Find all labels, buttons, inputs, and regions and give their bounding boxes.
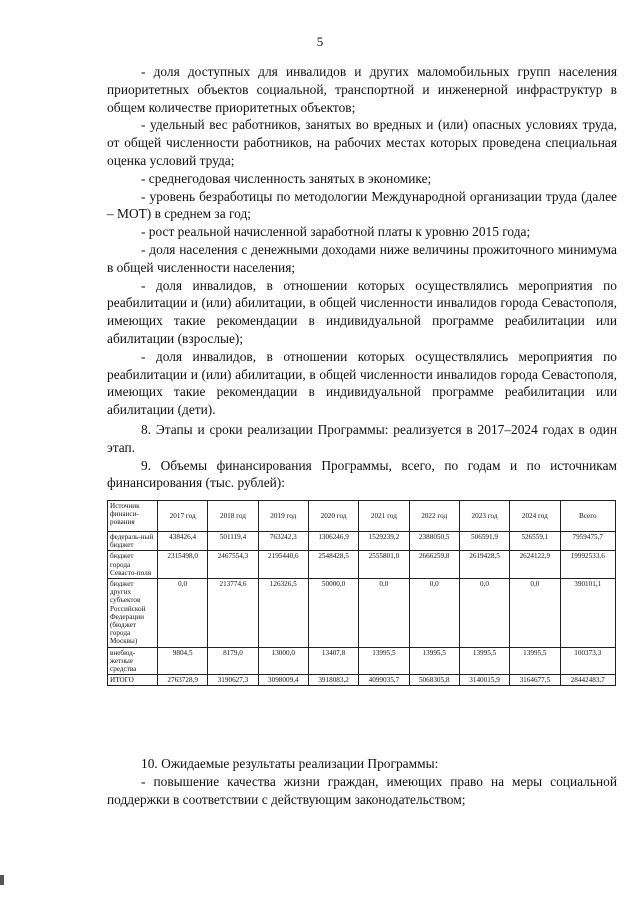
value-cell: 2619428,5 — [459, 551, 509, 579]
value-cell: 3918083,2 — [308, 675, 358, 686]
value-cell: 2195440,6 — [258, 551, 308, 579]
value-cell: 506591,9 — [459, 532, 509, 551]
value-cell: 3098009,4 — [258, 675, 308, 686]
table-row — [108, 579, 616, 648]
header-cell: 2022 год — [409, 501, 459, 532]
value-cell: 2388050,5 — [409, 532, 459, 551]
value-cell: 2315498,0 — [158, 551, 208, 579]
source-cell: федераль-ный бюджет — [108, 532, 158, 551]
value-cell: 0,0 — [158, 579, 208, 648]
value-cell: 2763728,9 — [158, 675, 208, 686]
value-cell: 1529239,2 — [359, 532, 409, 551]
table-header-row — [108, 501, 616, 532]
header-cell: 2017 год — [158, 501, 208, 532]
value-cell: 13995,5 — [409, 647, 459, 675]
table-row — [108, 551, 616, 579]
source-cell: бюджет города Севасто-поля — [108, 551, 158, 579]
value-cell: 13995,5 — [459, 647, 509, 675]
paragraph: - рост реальной начисленной заработной платы к уровню 2015 года; — [141, 224, 531, 240]
paragraph: - повышение качества жизни граждан, имеющих право на меры социальной поддержки в соответствии с действующим законодательством; — [107, 773, 617, 807]
value-cell: 126326,5 — [258, 579, 308, 648]
source-cell: внебюд-жетные средства — [108, 647, 158, 675]
total-cell: 19992533,6 — [560, 551, 616, 579]
value-cell: 438426,4 — [158, 532, 208, 551]
paragraph: - доля инвалидов, в отношении которых осуществлялись мероприятия по реабилитации и (или) абилитации, в общей численности инвалидов города Севастополя, имеющих такие рекомендации в индивидуальной программе реабилитации или абилитации (взрослые); — [107, 277, 617, 346]
value-cell: 13995,5 — [359, 647, 409, 675]
value-cell: 13000,0 — [258, 647, 308, 675]
value-cell: 2666259,8 — [409, 551, 459, 579]
value-cell: 2467554,3 — [208, 551, 258, 579]
value-cell: 501119,4 — [208, 532, 258, 551]
paragraph: - доля населения с денежными доходами ниже величины прожиточного минимума в общей численности населения; — [107, 241, 617, 275]
value-cell: 0,0 — [510, 579, 560, 648]
header-cell: 2018 год — [208, 501, 258, 532]
paragraph: - уровень безработицы по методологии Международной организации труда (далее – МОТ) в среднем за год; — [107, 188, 617, 222]
section-10-heading: 10. Ожидаемые результаты реализации Программы: — [141, 756, 439, 771]
document-body — [107, 63, 617, 492]
table-row — [108, 647, 616, 675]
expected-results — [107, 755, 617, 808]
value-cell: 2555801,0 — [359, 551, 409, 579]
financing-table — [107, 500, 616, 686]
paragraph: - среднегодовая численность занятых в экономике; — [141, 170, 432, 186]
paragraph: - удельный вес работников, занятых во вредных и (или) опасных условиях труда, от общей численности работников, на рабочих местах которых проведена специальная оценка условий труда; — [107, 117, 617, 168]
value-cell: 2548428,5 — [308, 551, 358, 579]
header-cell: Источник финанси-рования — [108, 501, 158, 532]
value-cell: 526559,1 — [510, 532, 560, 551]
value-cell: 3140015,9 — [459, 675, 509, 686]
value-cell: 4099035,7 — [359, 675, 409, 686]
value-cell: 2624122,9 — [510, 551, 560, 579]
page-number: 5 — [316, 34, 324, 49]
value-cell: 0,0 — [359, 579, 409, 648]
section-9-financing: 9. Объемы финансирования Программы, всего, по годам и по источникам финансирования (тыс. рублей): — [107, 457, 617, 491]
header-cell: Всего — [560, 501, 616, 532]
table-total-row — [108, 675, 616, 686]
value-cell: 213774,6 — [208, 579, 258, 648]
value-cell: 1306246,9 — [308, 532, 358, 551]
value-cell: 9804,5 — [158, 647, 208, 675]
value-cell: 3164677,5 — [510, 675, 560, 686]
value-cell: 0,0 — [409, 579, 459, 648]
header-cell: 2021 год — [359, 501, 409, 532]
scan-margin-mark — [0, 875, 4, 885]
paragraph: - доля доступных для инвалидов и других маломобильных групп населения приоритетных объектов социальной, транспортной и инженерной инфраструктур в общем количестве приоритетных объектов; — [107, 64, 617, 115]
table-row — [108, 532, 616, 551]
source-cell: ИТОГО — [108, 675, 158, 686]
total-cell: 100373,3 — [560, 647, 616, 675]
header-cell: 2024 год — [510, 501, 560, 532]
paragraph: - доля инвалидов, в отношении которых осуществлялись мероприятия по реабилитации и (или) абилитации, в общей численности инвалидов города Севастополя, имеющих такие рекомендации в индивидуальной программе реабилитации или абилитации (дети). — [107, 348, 617, 418]
header-cell: 2019 год — [258, 501, 308, 532]
value-cell: 3190627,3 — [208, 675, 258, 686]
value-cell: 13407,8 — [308, 647, 358, 675]
header-cell: 2023 год — [459, 501, 509, 532]
value-cell: 8179,0 — [208, 647, 258, 675]
section-8-stages: 8. Этапы и сроки реализации Программы: реализуется в 2017–2024 годах в один этап. — [107, 421, 617, 455]
source-cell: бюджет других субъектов Российской Федерации (бюджет города Москвы) — [108, 579, 158, 648]
total-cell: 7959475,7 — [560, 532, 616, 551]
total-cell: 390101,1 — [560, 579, 616, 648]
value-cell: 763242,3 — [258, 532, 308, 551]
value-cell: 13995,5 — [510, 647, 560, 675]
header-cell: 2020 год — [308, 501, 358, 532]
value-cell: 5068305,8 — [409, 675, 459, 686]
value-cell: 0,0 — [459, 579, 509, 648]
total-cell: 28442483,7 — [560, 675, 616, 686]
value-cell: 50000,0 — [308, 579, 358, 648]
